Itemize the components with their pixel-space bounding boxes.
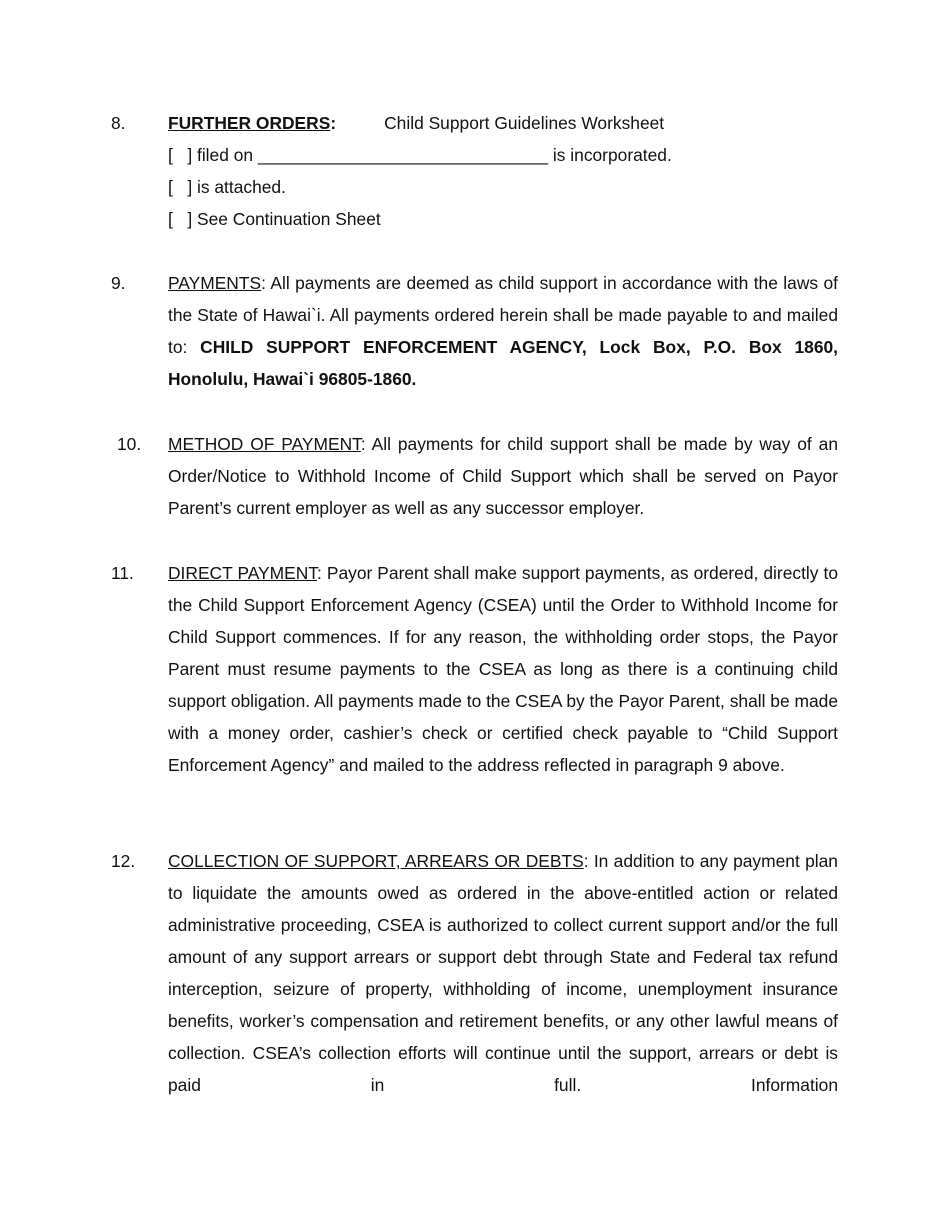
item-9-text: : All payments are deemed as child support in accordance with the laws of the State of Hawai`i. All payments ordered herein shall be made payable to and mailed to:	[168, 273, 838, 357]
item-8-colon: :	[330, 113, 337, 133]
item-9-heading: PAYMENTS	[168, 273, 262, 293]
item-8-title-line	[168, 107, 838, 139]
item-10-method-of-payment	[168, 428, 838, 524]
item-11-direct-payment	[168, 557, 838, 781]
item-9-payments	[168, 267, 838, 395]
item-12-collection-of-support	[168, 845, 838, 1101]
item-9-address: CHILD SUPPORT ENFORCEMENT AGENCY, Lock Box, P.O. Box 1860, Honolulu, Hawai`i 96805-1860.	[168, 337, 839, 389]
item-12-number: 12.	[111, 851, 136, 871]
option-continuation-sheet[interactable]: [ ] See Continuation Sheet	[168, 209, 381, 229]
item-10-text: : All payments for child support shall be made by way of an Order/Notice to Withhold Income of Child Support which shall be served on Payor Parent’s current employer as well as any successor employer.	[168, 434, 838, 518]
item-10-number: 10.	[117, 434, 142, 454]
item-11-number: 11.	[111, 563, 134, 583]
item-11-heading: DIRECT PAYMENT	[168, 563, 317, 583]
item-10-heading: METHOD OF PAYMENT	[168, 434, 361, 454]
item-9-number: 9.	[111, 273, 126, 293]
item-11-text: : Payor Parent shall make support payments, as ordered, directly to the Child Support Enforcement Agency (CSEA) until the Order to Withhold Income for Child Support commences. If for any reason, the withholding order stops, the Payor Parent must resume payments to the CSEA as long as there is a continuing child support obligation. All payments made to the CSEA by the Payor Parent, shall be made with a money order, cashier’s check or certified check payable to “Child Support Enforcement Agency” and mailed to the address reflected in paragraph 9 above.	[168, 563, 838, 775]
item-8-subject: Child Support Guidelines Worksheet	[384, 113, 665, 133]
option-attached[interactable]: [ ] is attached.	[168, 177, 286, 197]
item-8-further-orders	[168, 107, 838, 235]
item-8-number: 8.	[111, 113, 126, 133]
item-8-heading: FURTHER ORDERS	[168, 113, 331, 133]
item-12-heading: COLLECTION OF SUPPORT, ARREARS OR DEBTS	[168, 851, 584, 871]
item-12-text: : In addition to any payment plan to liquidate the amounts owed as ordered in the above-entitled action or related administrative proceeding, CSEA is authorized to collect current support and/or the full amount of any support arrears or support debt through State and Federal tax refund interception, seizure of property, withholding of income, unemployment insurance benefits, worker’s compensation and retirement benefits, or any other lawful means of collection. CSEA’s collection efforts will continue until the support, arrears or debt is paid in full. Information	[168, 851, 838, 1095]
option-filed-on[interactable]: [ ] filed on ______________________________ is incorporated.	[168, 145, 672, 165]
